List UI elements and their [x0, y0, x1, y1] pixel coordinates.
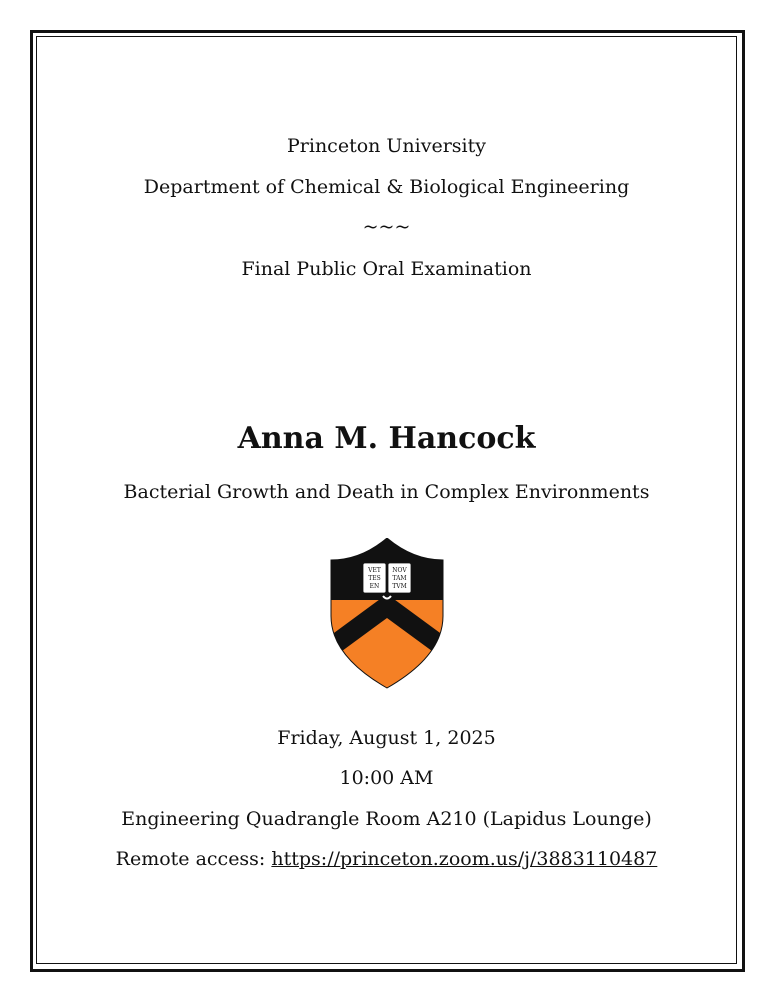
book-left-line-1: VET: [368, 567, 381, 574]
book-right-line-2: TAM: [392, 575, 407, 582]
thesis-title: Bacterial Growth and Death in Complex Environments: [123, 481, 650, 503]
book-left-line-2: TES: [368, 575, 381, 582]
separator: ~~~: [362, 216, 411, 238]
university-name: Princeton University: [287, 135, 486, 157]
remote-access-label: Remote access:: [115, 848, 272, 870]
book-left-line-3: EN: [369, 583, 380, 590]
zoom-link[interactable]: https://princeton.zoom.us/j/3883110487: [271, 848, 658, 870]
candidate-name: Anna M. Hancock: [237, 421, 536, 456]
remote-access: [0, 848, 773, 870]
department-name: Department of Chemical & Biological Engineering: [143, 176, 630, 198]
book-right-line-3: TVM: [392, 583, 407, 590]
exam-type: Final Public Oral Examination: [241, 258, 532, 280]
event-date: Friday, August 1, 2025: [277, 727, 496, 749]
princeton-shield-icon: [327, 538, 447, 690]
shield-black-band: [327, 538, 447, 600]
book-right-line-1: NOV: [392, 567, 407, 574]
event-location: Engineering Quadrangle Room A210 (Lapidus Lounge): [121, 808, 652, 830]
event-time: 10:00 AM: [339, 767, 434, 789]
